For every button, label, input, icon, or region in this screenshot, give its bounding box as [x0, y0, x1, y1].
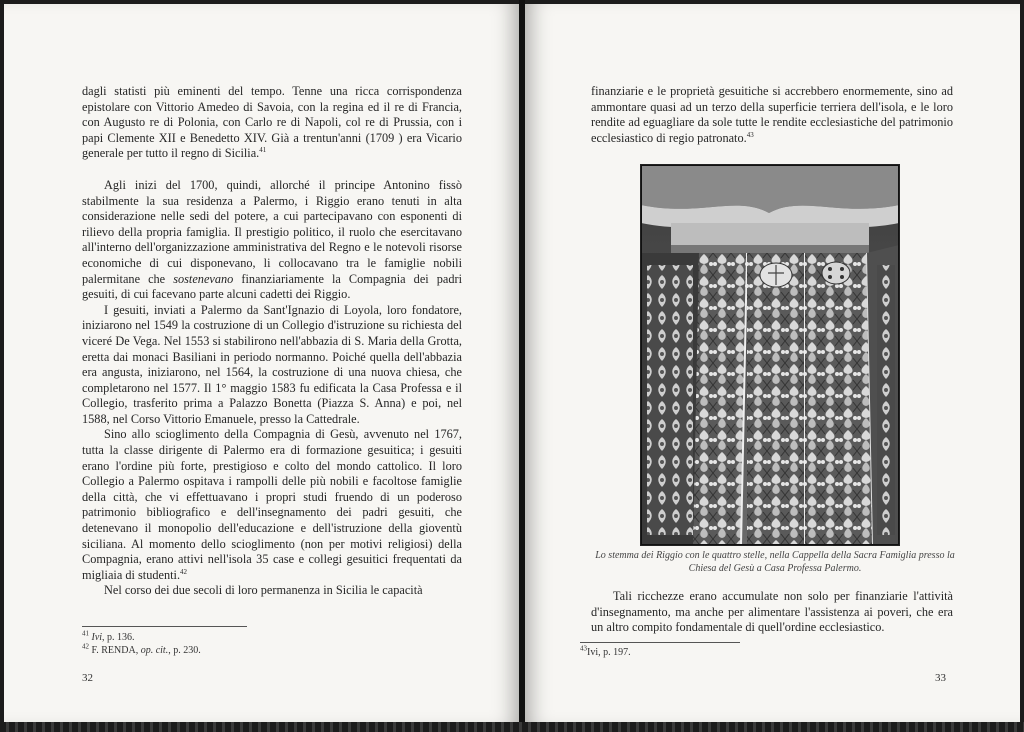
left-paragraph-3: I gesuiti, inviati a Palermo da Sant'Ignazio di Loyola, loro fondatore, iniziarono nel 1549 la costruzione di un Collegio d'istruzione su richiesta del viceré De Vega. Nel 1553 si stabilirono nell'abbazia di S. Maria della Grotta, eretta dai monaci Basiliani in periodo normanno. Poiché quella dell'abbazia era angusta, iniziarono, nel 1564, la costruzione di una nuova chiesa, che completarono nel 1577. Il 1° maggio 1583 fu edificata la Casa Professa e il Collegio, trasferito prima a Palazzo Bonetta (Piazza S. Anna) e poi, nel 1588, nel Corso Vittorio Emanuele, presso la Cattedrale. [82, 302, 462, 426]
photo-caption: Lo stemma dei Riggio con le quattro stelle, nella Cappella della Sacra Famiglia presso la Chiesa del Gesù a Casa Professa Palermo. [595, 550, 955, 574]
coat-of-arms-photograph [640, 164, 900, 546]
left-paragraph-2: Agli inizi del 1700, quindi, allorché il principe Antonino fissò stabilmente la sua residenza a Palermo, i Riggio erano tenuti in alta considerazione nelle sedi del potere, a cui partecipavano con esponenti di rilievo della propria famiglia. Il prestigio politico, il ruolo che esercitavano all'interno dell'organizzazione amministrativa del Regno e le notevoli risorse economiche di cui disponevano, li collocavano tra le famiglie nobili palermitane che sostenevano finanziariamente la Compagnia dei padri gesuiti, di cui facevano parte alcuni cadetti dei Riggio. [82, 177, 462, 302]
left-paragraph-4: Sino allo scioglimento della Compagnia di Gesù, avvenuto nel 1767, tutta la classe dirigente di Palermo era di formazione gesuitica; i gesuiti erano l'ordine più forte, prestigioso e colto del mondo cattolico. Il loro Collegio a Palermo ospitava i rampolli delle più nobili e facoltose famiglie della città, che vi effettuavano i propri studi fruendo di un poderoso patrimonio bibliografico e dell'insegnamento dei padri gesuiti, che detenevano il monopolio dell'educazione e dell'istruzione della gioventù siciliana. Al momento dello scioglimento (non per motivi religiosi) della Compagnia, erano attivi nell'isola 35 case e collegi gesuitici frequentati da migliaia di studenti.$^{42}$ [82, 427, 462, 582]
right-body-text-top [591, 84, 953, 146]
left-paragraph-5: Nel corso dei due secoli di loro permanenza in Sicilia le capacità [104, 583, 423, 598]
right-footnotes [580, 646, 940, 659]
right-paragraph-1: finanziarie e le proprietà gesuitiche si accrebbero enormemente, sino ad ammontare quasi ad un terzo della superficie terriera dell'isola, e le loro rendite ad eguagliare da sole tutte le rendite ecclesiastiche del patrimonio ecclesiastico di regio patronato.$^{43}$ [591, 84, 953, 145]
scan-edge-strip [0, 722, 1024, 732]
page-number-left: 32 [82, 672, 93, 684]
left-footnote-rule [82, 626, 247, 627]
right-page [525, 4, 1020, 722]
right-body-text-bottom [591, 589, 953, 636]
footnote-41: $^{41}$ Ivi, p. 136. [82, 629, 135, 643]
footnote-42: $^{42}$ F. RENDA, op. cit., p. 230. [82, 642, 201, 656]
left-footnotes [82, 631, 462, 657]
page-number-right: 33 [935, 672, 946, 684]
footnote-43: $^{43}$Ivi, p. 197. [580, 644, 631, 658]
right-footnote-rule [580, 642, 740, 643]
left-paragraph-1: dagli statisti più eminenti del tempo. Tenne una ricca corrispondenza epistolare con Vittorio Amedeo di Savoia, con la regina ed il re di Francia, con Augusto re di Polonia, con Carlo re di Napoli, col re di Prussia, con i papi Clemente XII e Benedetto XIV. Già a trentun'anni (1709 ) era Vicario generale per tutto il regno di Sicilia.$^{41}$ [82, 84, 462, 161]
left-body-text [82, 84, 462, 599]
right-paragraph-2: Tali ricchezze erano accumulate non solo per finanziarie l'attività d'insegnamento, ma anche per alimentare l'assistenza ai poveri, che era un altro compito fondamentale di quell'ordine ecclesiastico. [591, 589, 953, 635]
left-page [4, 4, 519, 722]
